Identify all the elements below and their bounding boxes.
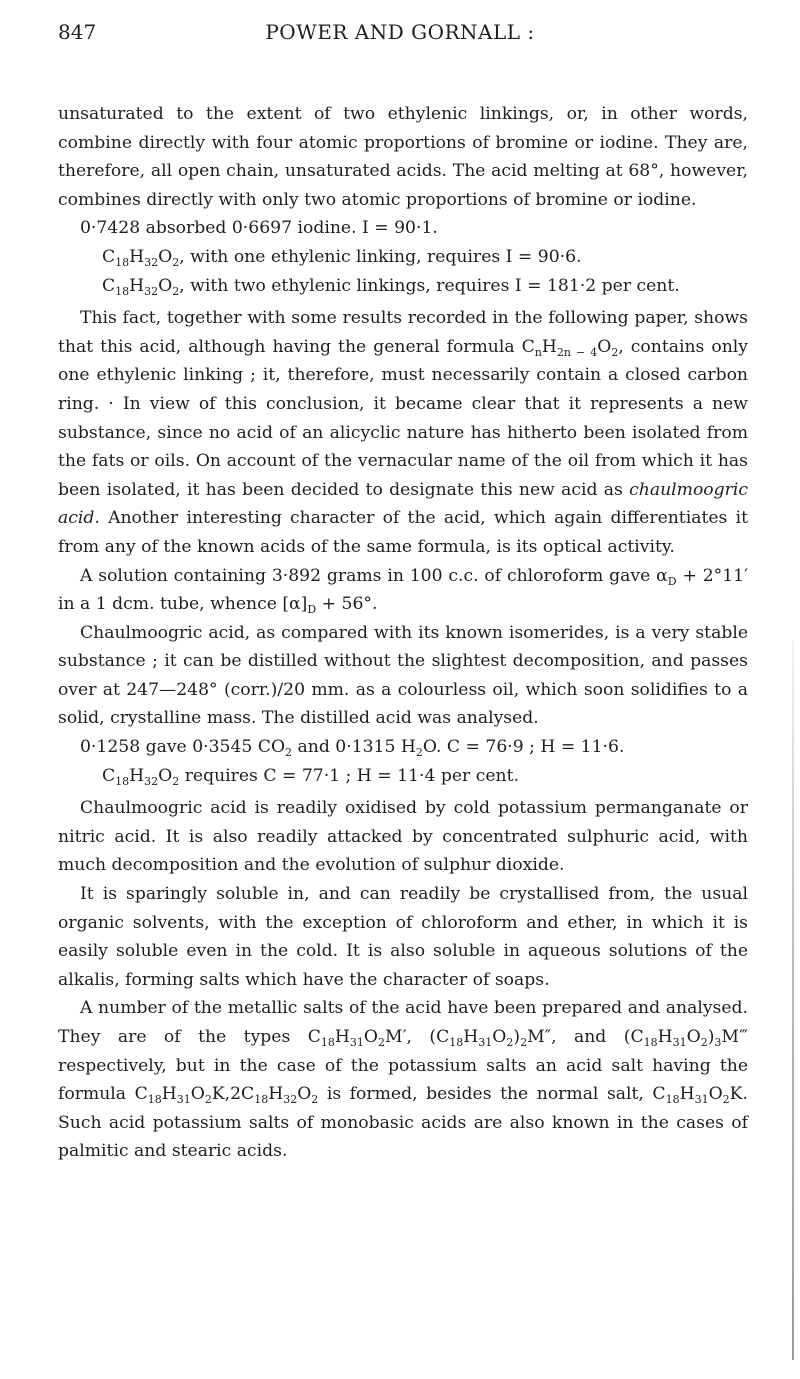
iodine-requirement-one-linking: $C_{18}H_{32}O_2$, with one ethylenic linking, requires I = 90·6. bbox=[102, 246, 582, 269]
paragraph-6: It is sparingly soluble in, and can readily be crystallised from, the usual organic solvents, with the exception of chloroform and ether, in which it is easily soluble even in the cold. It is also soluble in aqueous solutions of the alkalis, forming salts which have the character of soaps. bbox=[58, 884, 748, 990]
page-number: 847 bbox=[58, 20, 97, 44]
page-edge-shadow bbox=[792, 640, 794, 1360]
body-text bbox=[58, 100, 748, 1166]
paragraph-2: This fact, together with some results recorded in the following paper, shows that this acid, although having the general formula $C_nH_{2n - 4}O_2$, contains only one ethylenic linking ; it, therefore, must necessarily contain a closed carbon ring. · In view of this conclusion, it became clear that it represents a new substance, since no acid of an alicyclic nature has hitherto been isolated from the fats or oils. On account of the vernacular name of the oil from which it has been isolated, it has been decided to designate this new acid as chaulmoogric acid. Another interesting character of the acid, which again differentiates it from any of the known acids of the same formula, is its optical activity. bbox=[58, 308, 748, 557]
iodine-absorbed-line: 0·7428 absorbed 0·6697 iodine. I = 90·1. bbox=[80, 218, 438, 239]
analysis-line: 0·1258 gave 0·3545 $CO_2$ and 0·1315 $H_2O$. C = 76·9 ; H = 11·6. bbox=[80, 737, 625, 760]
paragraph-5: Chaulmoogric acid is readily oxidised by cold potassium permanganate or nitric acid. It is also readily attacked by concentrated sulphuric acid, with much decomposition and the evolution of sulphur dioxide. bbox=[58, 798, 748, 876]
page-header bbox=[58, 20, 742, 52]
analysis-requirement-line: $C_{18}H_{32}O_2$ requires C = 77·1 ; H = 11·4 per cent. bbox=[102, 765, 519, 788]
paragraph-3-optical-rotation: A solution containing 3·892 grams in 100 c.c. of chloroform gave $\alpha_D + 2^\circ 11'$ in a 1 dcm. tube, whence $[\alpha]_D + 56^\circ$. bbox=[58, 565, 748, 617]
iodine-requirement-two-linkings: $C_{18}H_{32}O_2$, with two ethylenic linkings, requires I = 181·2 per cent. bbox=[102, 275, 680, 298]
paragraph-7: A number of the metallic salts of the acid have been prepared and analysed. They are of the types $C_{18}H_{31}O_2M'$, $(C_{18}H_{31}O_2)_2M''$, and $(C_{18}H_{31}O_2)_3M‴$ respectively, but in the case of the potassium salts an acid salt having the formula $C_{18}H_{31}O_2K,2C_{18}H_{32}O_2$ is formed, besides the normal salt, $C_{18}H_{31}O_2K$. Such acid potassium salts of monobasic acids are also known in the cases of palmitic and stearic acids. bbox=[58, 998, 748, 1162]
running-title: POWER AND GORNALL : bbox=[265, 20, 535, 44]
paragraph-4: Chaulmoogric acid, as compared with its known isomerides, is a very stable substance ; it can be distilled without the slightest decomposition, and passes over at 247—248° (corr.)/20 mm. as a colourless oil, which soon solidifies to a solid, crystalline mass. The distilled acid was analysed. bbox=[58, 622, 748, 729]
paragraph-1: unsaturated to the extent of two ethylenic linkings, or, in other words, combine directly with four atomic proportions of bromine or iodine. They are, therefore, all open chain, unsaturated acids. The acid melting at 68°, however, combines directly with only two atomic proportions of bromine or iodine. bbox=[58, 104, 748, 210]
acid-name: chaulmoogric acid. bbox=[58, 479, 748, 529]
